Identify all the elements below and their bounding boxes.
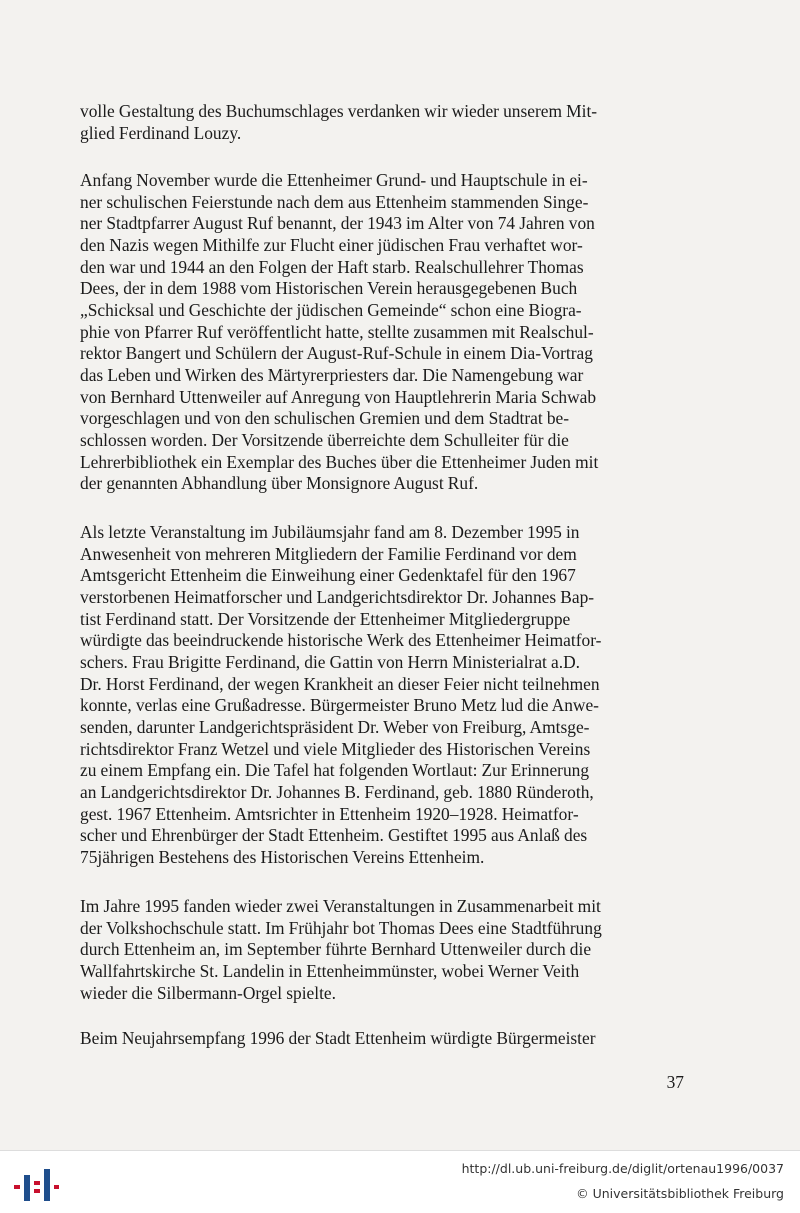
copyright-notice: © Universitätsbibliothek Freiburg	[576, 1186, 784, 1201]
paragraph-1: volle Gestaltung des Buchumschlages verdanken wir wieder unserem Mit- glied Ferdinand Louzy.	[80, 101, 598, 143]
source-url-link[interactable]: http://dl.ub.uni-freiburg.de/diglit/ortenau1996/0037	[461, 1161, 784, 1176]
paragraph-3: Als letzte Veranstaltung im Jubiläumsjahr fand am 8. Dezember 1995 in Anwesenheit von mehreren Mitgliedern der Familie Ferdinand vor dem Amtsgericht Ettenheim die Einweihung einer Gedenktafel für den 1967 verstorbenen Heimatforscher und Landgerichtsdirektor Dr. Johannes Bap- tist Ferdinand statt. Der Vorsitzende der Ettenheimer Mitgliedergruppe würdigte das beeindruckende historische Werk des Ettenheimer Heimatfor- schers. Frau Brigitte Ferdinand, die Gattin von Herrn Ministerialrat a.D. Dr. Horst Ferdinand, der wegen Krankheit an dieser Feier nicht teilnehmen konnte, verlas eine Grußadresse. Bürgermeister Bruno Metz lud die Anwe- senden, darunter Landgerichtspräsident Dr. Weber von Freiburg, Amtsge- richtsdirektor Franz Wetzel und viele Mitglieder des Historischen Vereins zu einem Empfang ein. Die Tafel hat folgenden Wortlaut: Zur Erinnerung an Landgerichtsdirektor Dr. Johannes B. Ferdinand, geb. 1880 Ründeroth, gest. 1967 Ettenheim. Amtsrichter in Ettenheim 1920–1928. Heimatfor- scher und Ehrenbürger der Stadt Ettenheim. Gestiftet 1995 aus Anlaß des 75jährigen Bestehens des Historischen Vereins Ettenheim.	[80, 522, 602, 867]
page-number: 37	[666, 1072, 684, 1092]
paragraph-4: Im Jahre 1995 fanden wieder zwei Veranstaltungen in Zusammenarbeit mit der Volkshochschule statt. Im Frühjahr bot Thomas Dees eine Stadtführung durch Ettenheim an, im September führte Bernhard Uttenweiler durch die Wallfahrtskirche St. Landelin in Ettenheimmünster, wobei Werner Veith wieder die Silbermann-Orgel spielte.	[80, 896, 602, 1003]
paragraph-5: Beim Neujahrsempfang 1996 der Stadt Ettenheim würdigte Bürgermeister	[80, 1028, 596, 1048]
paragraph-2: Anfang November wurde die Ettenheimer Grund- und Hauptschule in ei- ner schulischen Feierstunde nach dem aus Ettenheim stammenden Singe- ner Stadtpfarrer August Ruf benannt, der 1943 im Alter von 74 Jahren von den Nazis wegen Mithilfe zur Flucht einer jüdischen Frau verhaftet wor- den war und 1944 an den Folgen der Haft starb. Realschullehrer Thomas Dees, der in dem 1988 vom Historischen Verein herausgegebenen Buch „Schicksal und Geschichte der jüdischen Gemeinde“ schon eine Biogra- phie von Pfarrer Ruf veröffentlicht hatte, stellte zusammen mit Realschul- rektor Bangert und Schülern der August-Ruf-Schule in einem Dia-Vortrag das Leben und Wirken des Märtyrerpriesters dar. Die Namengebung war von Bernhard Uttenweiler auf Anregung von Hauptlehrerin Maria Schwab vorgeschlagen und von den schulischen Gremien und dem Stadtrat be- schlossen worden. Der Vorsitzende überreichte dem Schulleiter für die Lehrerbibliothek ein Exemplar des Buches über die Ettenheimer Juden mit der genannten Abhandlung über Monsignore August Ruf.	[80, 170, 599, 494]
footer-bar	[0, 1150, 800, 1213]
university-library-logo-icon	[12, 1165, 60, 1205]
